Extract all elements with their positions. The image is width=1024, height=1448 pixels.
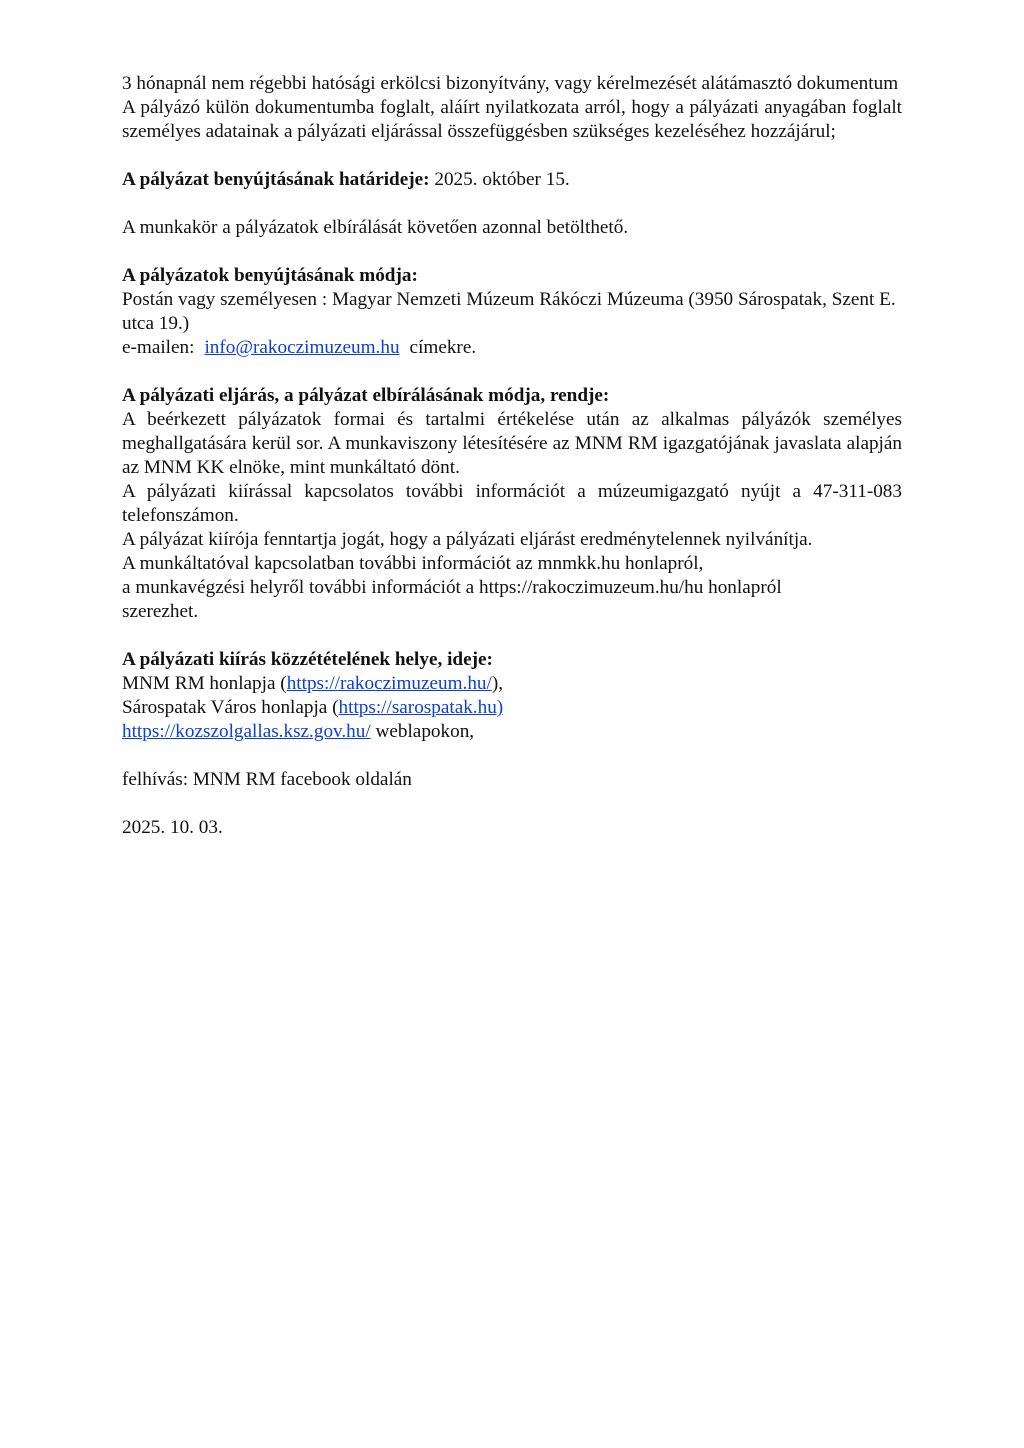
sarospatak-link[interactable]: https://sarospatak.hu) <box>338 697 504 718</box>
procedure-paragraph-5: a munkavégzési helyről további információt a https://rakoczimuzeum.hu/hu honlapról szerezhet. <box>122 577 782 622</box>
procedure-paragraph-2: A pályázati kiírással kapcsolatos további információt a múzeumigazgató nyújt a 47-311-083 telefonszámon. <box>122 481 902 526</box>
email-link[interactable]: info@rakoczimuzeum.hu <box>204 337 400 358</box>
submission-email-line <box>122 336 902 360</box>
publication-heading: A pályázati kiírás közzétételének helye, ideje: <box>122 649 493 670</box>
submission-postal: Postán vagy személyesen : Magyar Nemzeti Múzeum Rákóczi Múzeuma (3950 Sárospatak, Szent E. utca 19.) <box>122 289 896 334</box>
procedure-paragraph-4: A munkáltatóval kapcsolatban további információt az mnmkk.hu honlapról, <box>122 553 704 574</box>
kozszolgallas-link[interactable]: https://kozszolgallas.ksz.gov.hu/ <box>122 721 371 742</box>
fill-note: A munkakör a pályázatok elbírálását követően azonnal betölthető. <box>122 217 629 238</box>
procedure-heading: A pályázati eljárás, a pályázat elbírálásának módja, rendje: <box>122 385 610 406</box>
publication-line-2-prefix: Sárospatak Város honlapja ( <box>122 697 339 718</box>
procedure-paragraph-1: A beérkezett pályázatok formai és tartalmi értékelése után az alkalmas pályázók személyes meghallgatására kerül sor. A munkaviszony létesítésére az MNM RM igazgatójának javaslata alapján az MNM KK elnöke, mint munkáltató dönt. <box>122 409 902 478</box>
deadline-value: 2025. október 15. <box>429 169 570 190</box>
publication-line-3-suffix: weblapokon, <box>370 721 475 742</box>
requirement-data-consent: A pályázó külön dokumentumba foglalt, aláírt nyilatkozata arról, hogy a pályázati anyagában foglalt személyes adatainak a pályázati eljárással összefüggésben szükséges kezeléséhez hozzájárul; <box>122 97 902 142</box>
email-prefix: e-mailen: <box>122 337 195 358</box>
document-page <box>122 72 902 840</box>
deadline-label: A pályázat benyújtásának határideje: <box>122 169 430 190</box>
publication-line-2 <box>122 696 902 720</box>
email-suffix: címekre. <box>409 337 477 358</box>
facebook-callout: felhívás: MNM RM facebook oldalán <box>122 769 412 790</box>
document-date: 2025. 10. 03. <box>122 817 223 838</box>
publication-line-1-prefix: MNM RM honlapja ( <box>122 673 287 694</box>
deadline-line <box>122 168 902 192</box>
requirement-moral-certificate: 3 hónapnál nem régebbi hatósági erkölcsi bizonyítvány, vagy kérelmezését alátámasztó dokumentum <box>122 73 899 94</box>
rakoczimuzeum-link[interactable]: https://rakoczimuzeum.hu/ <box>286 673 492 694</box>
procedure-paragraph-3: A pályázat kiírója fenntartja jogát, hogy a pályázati eljárást eredménytelennek nyilvánítja. <box>122 529 813 550</box>
submission-heading: A pályázatok benyújtásának módja: <box>122 265 418 286</box>
publication-line-1-suffix: ), <box>491 673 504 694</box>
publication-line-1 <box>122 672 902 696</box>
publication-line-3 <box>122 720 902 744</box>
